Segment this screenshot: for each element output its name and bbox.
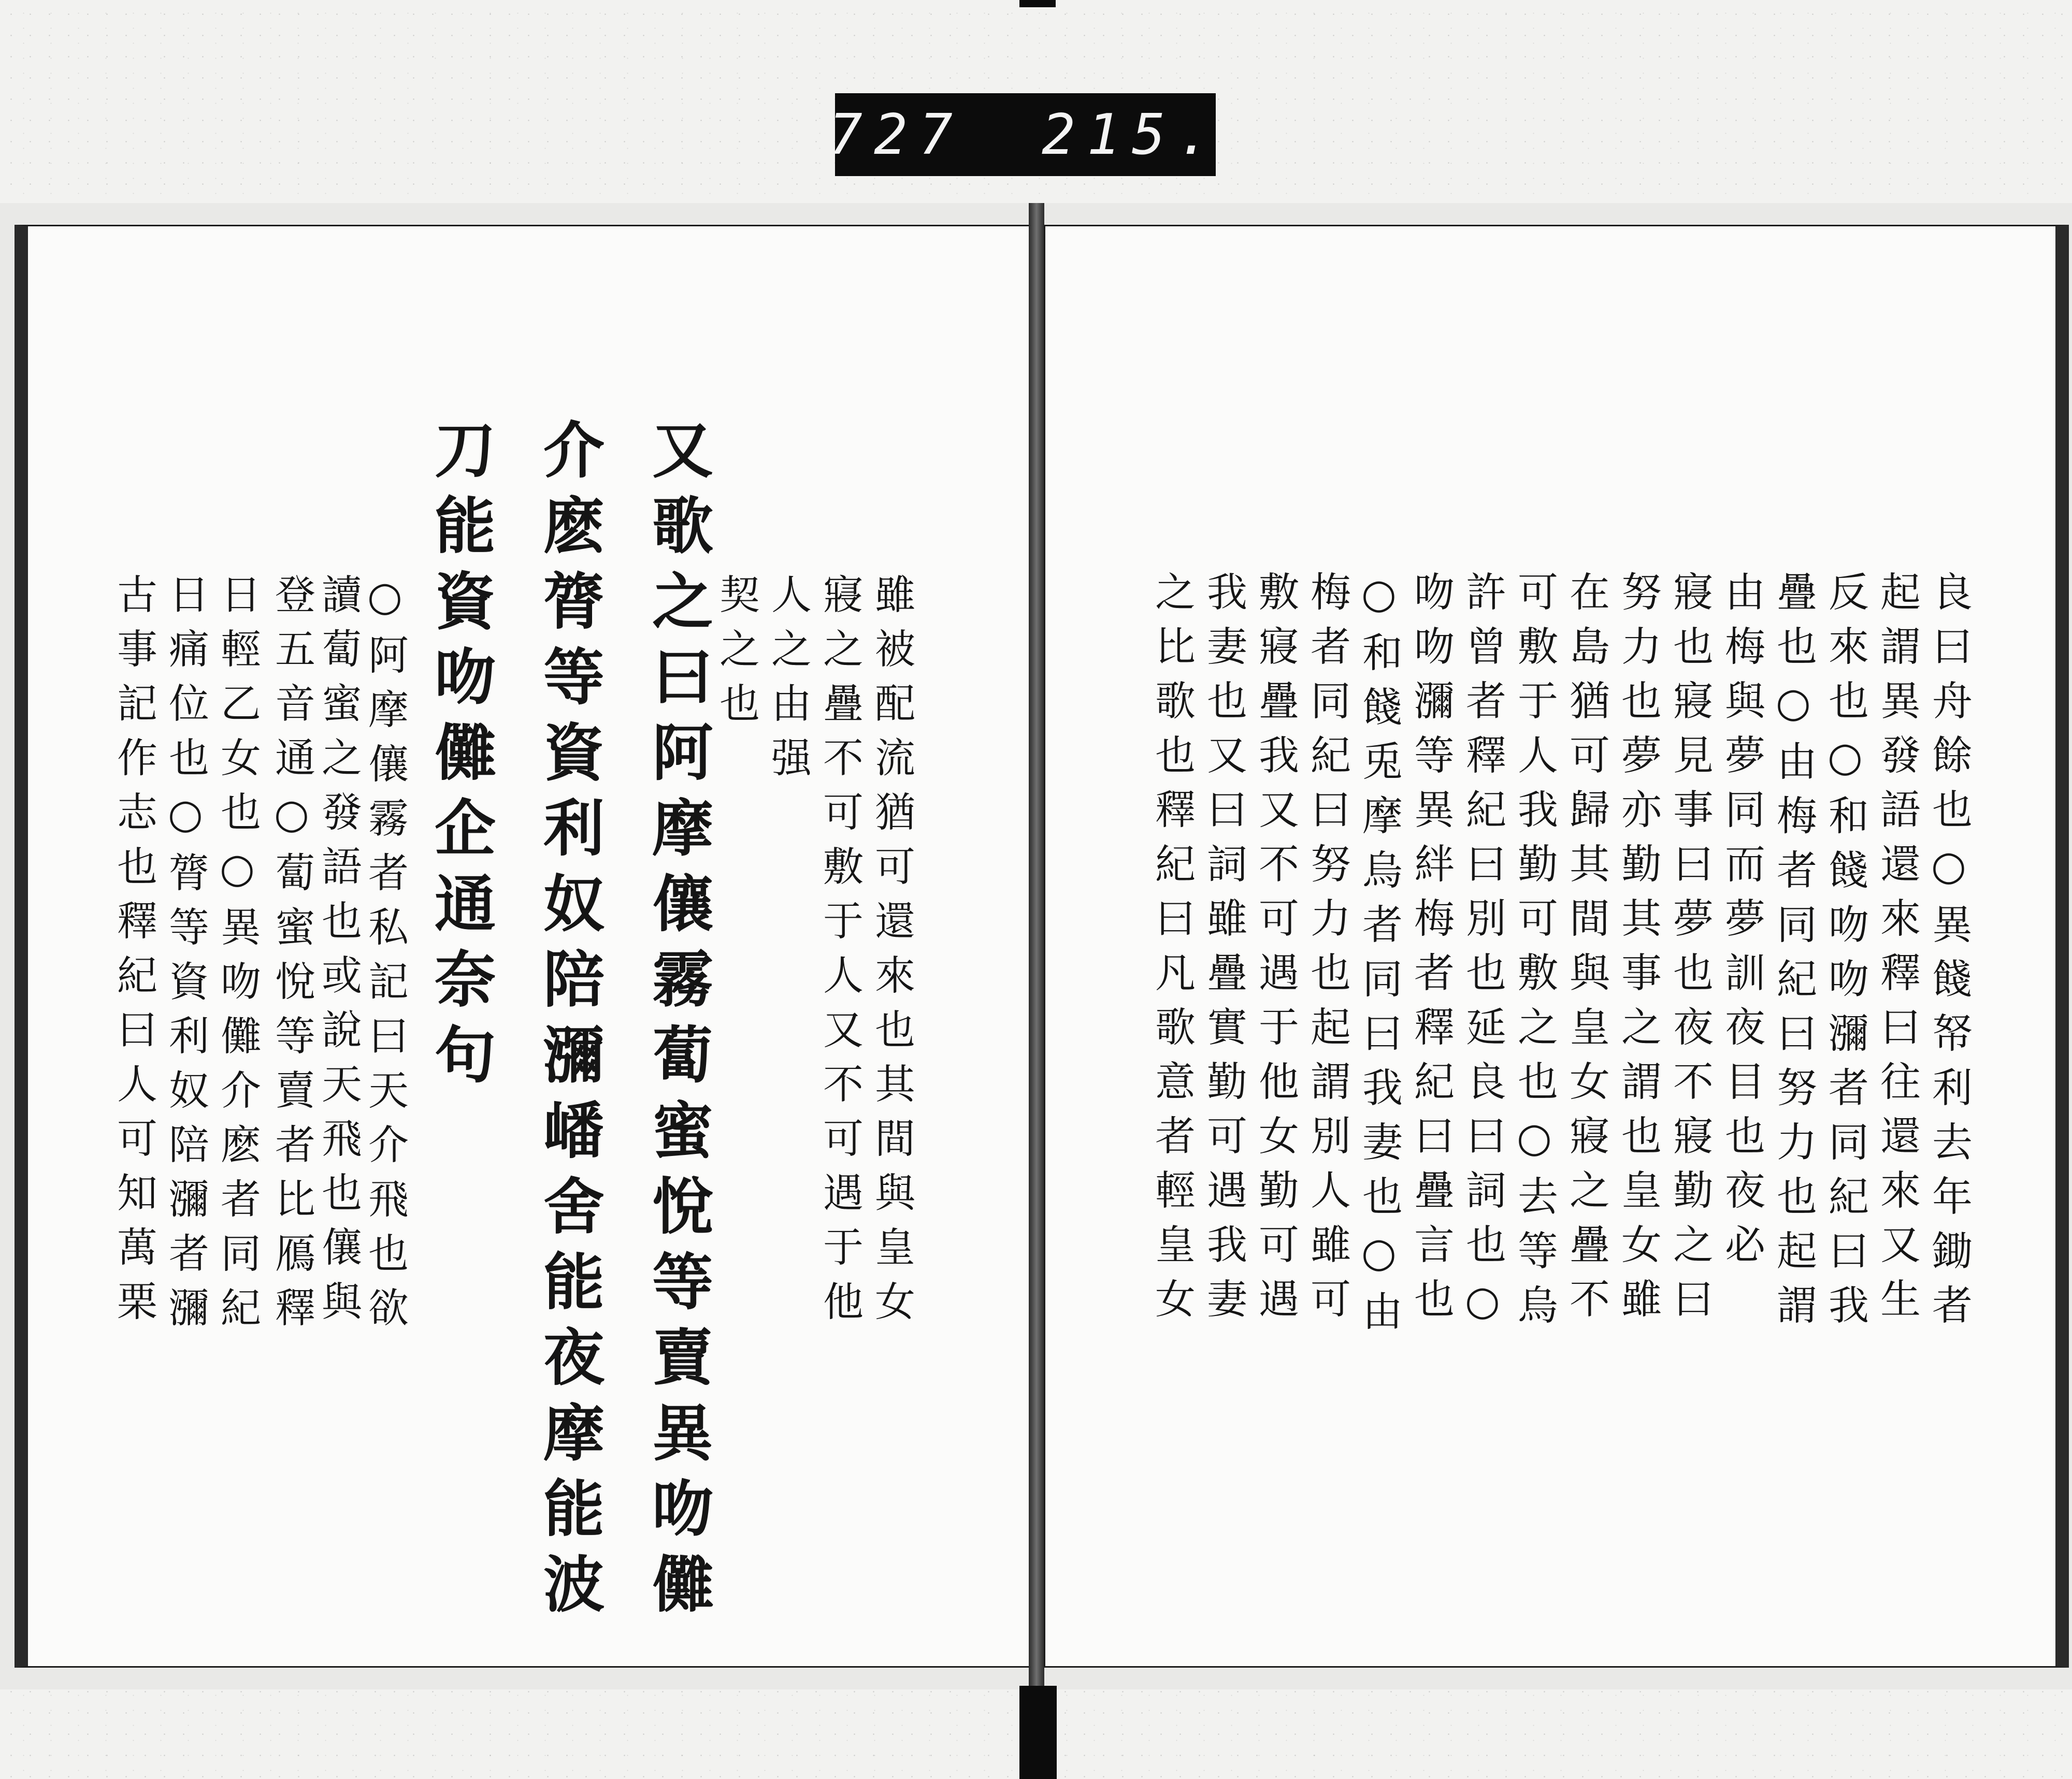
- book-gutter: [1029, 203, 1044, 1689]
- commentary-column: ○和餞兎摩烏者同曰我妻也○由: [1356, 571, 1402, 1344]
- commentary-column: 吻吻瀰等異絆梅者釋紀曰疊言也: [1407, 571, 1454, 1332]
- left-page: [15, 225, 1042, 1668]
- commentary-column: 人之由强: [765, 573, 811, 791]
- commentary-column: 反來也○和餞吻吻瀰者同紀曰我: [1822, 571, 1868, 1338]
- commentary-column: ○阿摩儴霧者私記曰天介飛也欲: [362, 573, 408, 1341]
- commentary-column: 寢也寢見事曰夢也夜不寢勤之曰: [1666, 571, 1713, 1332]
- top-registration-mark: [1019, 0, 1056, 7]
- commentary-column: 古事記作志也釋紀曰人可知萬栗: [110, 573, 157, 1335]
- commentary-column: 契之也: [713, 573, 759, 736]
- commentary-column: 我妻也又曰詞雖疊實勤可遇我妻: [1200, 571, 1247, 1332]
- commentary-column: 日痛位也○膂等資利奴陪瀰者瀰: [162, 573, 209, 1341]
- commentary-column: 讀蔔蜜之發語也或說天飛也儴與: [315, 573, 362, 1335]
- poem-column: 介麽膂等資利奴陪瀰嶓舍能夜摩能波: [533, 418, 605, 1628]
- bleed-through-shadow: [1170, 423, 1259, 578]
- commentary-column: 之比歌也釋紀曰凡歌意者輕皇女: [1148, 571, 1195, 1332]
- poem-column: 又歌之曰阿摩儴霧蔔蜜悅等賣異吻儺: [642, 418, 714, 1628]
- commentary-column: 雖被配流猶可還來也其間與皇女: [868, 573, 915, 1335]
- commentary-column: 許曾者釋紀曰別也延良曰詞也○: [1459, 571, 1506, 1338]
- commentary-column: 梅者同紀曰努力也起謂別人雖可: [1304, 571, 1350, 1332]
- open-book: [0, 203, 2072, 1689]
- commentary-column: 寢之疊不可敷于人又不可遇于他: [816, 573, 863, 1335]
- bleed-through-shadow: [920, 397, 1010, 553]
- frame-label: [828, 93, 1222, 176]
- commentary-column: 疊也○由梅者同紀曰努力也起謂: [1770, 571, 1817, 1338]
- commentary-column: 由梅與夢同而夢訓夜目也夜必: [1718, 571, 1765, 1278]
- commentary-column: 日輕乙女也○異吻儺介麽者同紀: [214, 573, 261, 1341]
- commentary-column: 在島猶可歸其間與皇女寢之疊不: [1563, 571, 1609, 1332]
- commentary-column: 敷寢疊我又不可遇于他女勤可遇: [1252, 571, 1299, 1332]
- frame-number: 727: [828, 102, 964, 167]
- commentary-column: 良曰舟餘也○異餞帑利去年鋤者: [1925, 571, 1972, 1338]
- poem-column: 刀能資吻儺企通奈句: [424, 418, 496, 1098]
- commentary-column: 可敷于人我勤可敷之也○去等烏: [1511, 571, 1558, 1338]
- spine-shadow: [1019, 1686, 1057, 1779]
- commentary-column: 努力也夢亦勤其事之謂也皇女雖: [1615, 571, 1661, 1332]
- page-number: 215.: [1042, 102, 1222, 167]
- commentary-column: 起謂異發語還來釋曰往還來又生: [1874, 571, 1920, 1332]
- right-page: [1044, 225, 2069, 1668]
- commentary-column: 登五音通○蔔蜜悅等賣者比鴈釋: [268, 573, 315, 1341]
